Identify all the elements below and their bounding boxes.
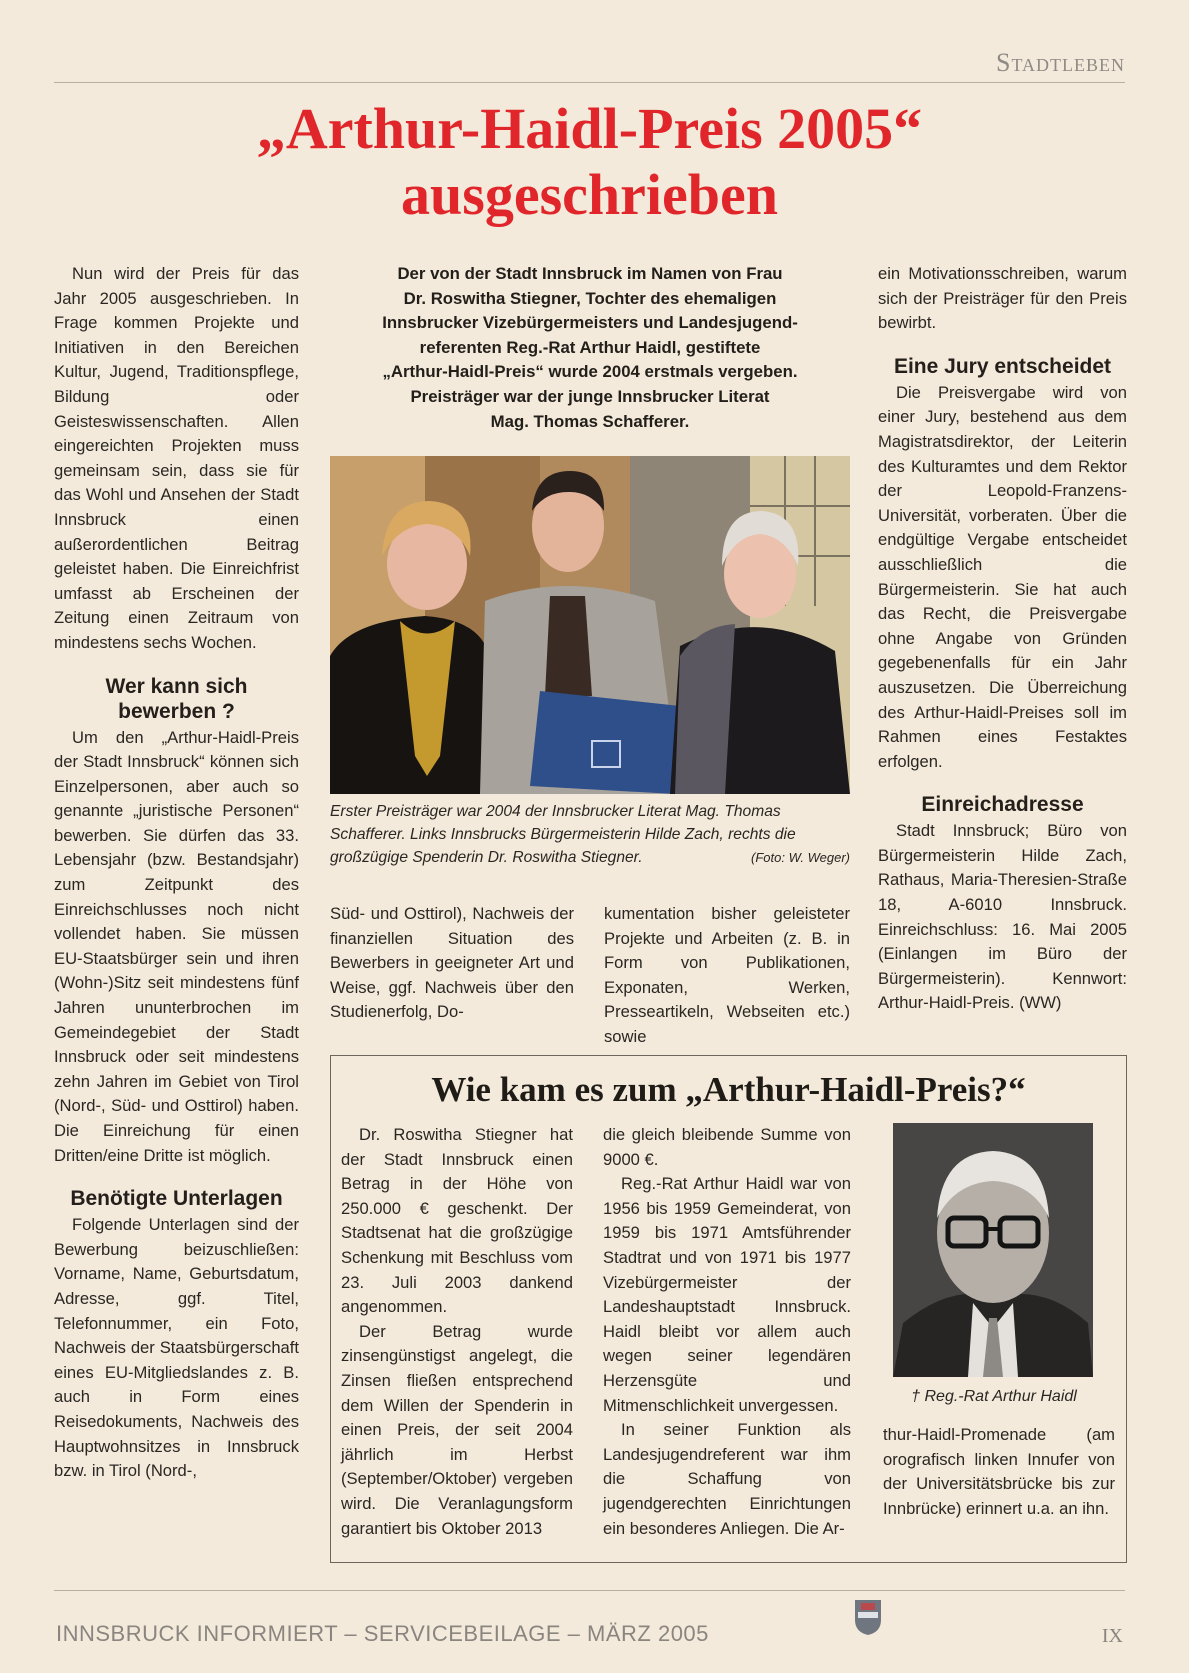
box-paragraph: Dr. Roswitha Stiegner hat der Stadt Innsbruck einen Betrag in der Höhe von 250.000 € geschenkt. Der Stadtsenat hat die großzügige Schenkung mit Beschluss vom 23. Juli 2003 dankend angenommen. <box>341 1125 573 1317</box>
photo-credit: (Foto: W. Weger) <box>751 850 850 865</box>
paragraph-unterlagen: Folgende Unterlagen sind der Bewerbung beizuschließen: Vorname, Name, Geburtsdatum, Adresse, ggf. Titel, Telefonnummer, ein Foto, Nachweis der Staatsbürgerschaft eines EU-Mitgliedslandes z. B. auch in Form eines Reisedokuments, Nachweis des Hauptwohnsitzes in Innsbruck bzw. in Tirol (Nord-, <box>54 1215 299 1481</box>
box-column-1 <box>341 1123 573 1541</box>
lead-line: Mag. Thomas Schafferer. <box>490 411 690 431</box>
box-column-3 <box>883 1423 1115 1521</box>
caption-line <box>330 846 850 869</box>
box-paragraph: thur-Haidl-Promenade (am orografisch linken Innufer von der Universitätsbrücke bis zur Innbrücke) erinnert u.a. an ihn. <box>883 1425 1115 1518</box>
box-paragraph: die gleich bleibende Summe von 9000 €. <box>603 1125 851 1169</box>
photo-caption <box>330 800 850 869</box>
bottom-rule <box>54 1590 1125 1591</box>
top-rule <box>54 82 1125 83</box>
paragraph-jury: Die Preisvergabe wird von einer Jury, bestehend aus dem Magistratsdirektor, der Leiterin des Kulturamtes und dem Rektor der Leopold-Franzens-Universität, vorberaten. Über die endgültige Vergabe entscheidet ausschließlich die Bürgermeisterin. Sie hat auch das Recht, die Preisvergabe ohne Angabe von Gründen gegebenenfalls für ein Jahr auszusetzen. Die Überreichung des Arthur-Haidl-Preises soll im Rahmen eines Festaktes erfolgen. <box>878 382 1127 771</box>
column-1 <box>54 262 299 1484</box>
caption-line: Schafferer. Links Innsbrucks Bürgermeisterin Hilde Zach, rechts die <box>330 826 796 843</box>
section-label: Stadtleben <box>996 48 1125 77</box>
lead-line: referenten Reg.-Rat Arthur Haidl, gestiftete <box>419 337 761 357</box>
portrait-arthur-haidl <box>893 1123 1093 1377</box>
paragraph-dokumentation: kumentation bisher geleisteter Projekte und Arbeiten (z. B. in Form von Publikationen, Exponaten, Werken, Presseartikeln, Webseiten etc.) sowie <box>604 904 850 1046</box>
lead-line: „Arthur-Haidl-Preis“ wurde 2004 erstmals vergeben. <box>382 362 798 382</box>
paragraph-einreichadresse: Stadt Innsbruck; Büro von Bürgermeisterin Hilde Zach, Rathaus, Maria-Theresien-Straße 18, A-6010 Innsbruck. Einreichschluss: 16. Mai 2005 (Einlangen im Büro der Bürgermeisterin). Kennwort: Arthur-Haidl-Preis. (WW) <box>878 821 1127 1013</box>
award-photo <box>330 456 850 794</box>
column-2-continuation <box>330 902 574 1025</box>
lead-line: Innsbrucker Vizebürgermeisters und Landesjugend- <box>382 313 798 333</box>
paragraph-bewerben: Um den „Arthur-Haidl-Preis der Stadt Innsbruck“ können sich Einzelpersonen, aber auch so genannte „juristische Personen“ bewerben. Sie dürfen das 33. Lebensjahr (bzw. Bestandsjahr) zum Zeitpunkt des Einreichschlusses noch nicht vollendet haben. Sie müssen EU-Staatsbürger sein und ihren (Wohn-)Sitz seit mindestens fünf Jahren ununterbrochen im Gemeindegebiet der Stadt Innsbruck oder seit mindestens zehn Jahren im Gebiet von Tirol (Nord-, Süd- und Osttirol) haben. Die Einreichung für einen Dritten/eine Dritte ist möglich. <box>54 727 299 1165</box>
subhead-wer-kann: Wer kann sich bewerben ? <box>105 674 248 723</box>
paragraph-nachweis: Süd- und Osttirol), Nachweis der finanziellen Situation des Bewerbers in geeigneter Art und Weise, ggf. Nachweis über den Studienerfolg, Do- <box>330 904 574 1022</box>
box-title: Wie kam es zum „Arthur-Haidl-Preis?“ <box>431 1070 1026 1109</box>
subhead-einreichadresse: Einreichadresse <box>921 793 1084 817</box>
subhead-unterlagen: Benötigte Unterlagen <box>70 1187 283 1211</box>
column-4 <box>878 262 1127 1016</box>
headline-line-1: „Arthur-Haidl-Preis 2005“ <box>256 96 923 161</box>
lead-paragraph <box>330 262 850 434</box>
lead-line: Dr. Roswitha Stiegner, Tochter des ehemaligen <box>403 288 777 308</box>
innsbruck-crest-icon <box>853 1598 883 1636</box>
caption-line-text: großzügige Spenderin Dr. Roswitha Stiegner. <box>330 849 643 866</box>
headline-line-2: ausgeschrieben <box>401 162 778 227</box>
portrait-caption: † Reg.-Rat Arthur Haidl <box>911 1388 1077 1405</box>
lead-line: Der von der Stadt Innsbruck im Namen von Frau <box>397 264 783 283</box>
page-number: IX <box>1101 1625 1123 1647</box>
caption-line: Erster Preisträger war 2004 der Innsbrucker Literat Mag. Thomas <box>330 803 781 820</box>
info-box <box>330 1055 1127 1563</box>
intro-paragraph: Nun wird der Preis für das Jahr 2005 ausgeschrieben. In Frage kommen Projekte und Initiativen in den Bereichen Kultur, Jugend, Traditionspflege, Bildung oder Geisteswissenschaften. Allen eingereichten Projekten muss gemeinsam sein, dass sie für das Wohl und Ansehen der Stadt Innsbruck einen außerordentlichen Beitrag geleistet haben. Die Einreichfrist umfasst ab Erscheinen der Zeitung einen Zeitraum von mindestens sechs Wochen. <box>54 264 299 652</box>
lead-line: Preisträger war der junge Innsbrucker Literat <box>410 386 770 406</box>
headline <box>54 96 1125 228</box>
subhead-jury: Eine Jury entscheidet <box>893 354 1112 378</box>
column-3-continuation <box>604 902 850 1050</box>
box-paragraph: Der Betrag wurde zinsengünstigst angelegt, die Zinsen fließen entsprechend dem Willen der Spenderin in einen Preis, der seit 2004 jährlich im Herbst (September/Oktober) vergeben wird. Die Veranlagungsform garantiert bis Oktober 2013 <box>341 1321 573 1538</box>
box-paragraph: In seiner Funktion als Landesjugendreferent war ihm die Schaffung von jugendgerechten Einrichtungen ein besonderes Anliegen. Die Ar- <box>603 1420 851 1538</box>
box-paragraph: Reg.-Rat Arthur Haidl war von 1956 bis 1959 Gemeinderat, von 1959 bis 1971 Amtsführender Stadtrat und von 1971 bis 1977 Vizebürgermeister der Landeshauptstadt Innsbruck. Haidl bleibt vor allem auch wegen seiner legendären Herzensgüte und Mitmenschlichkeit unvergessen. <box>603 1174 851 1415</box>
box-column-2 <box>603 1123 851 1541</box>
paragraph-motivation: ein Motivationsschreiben, warum sich der Preisträger für den Preis bewirbt. <box>878 264 1127 333</box>
footer: INNSBRUCK INFORMIERT – SERVICEBEILAGE – MÄRZ 2005 <box>56 1621 709 1646</box>
